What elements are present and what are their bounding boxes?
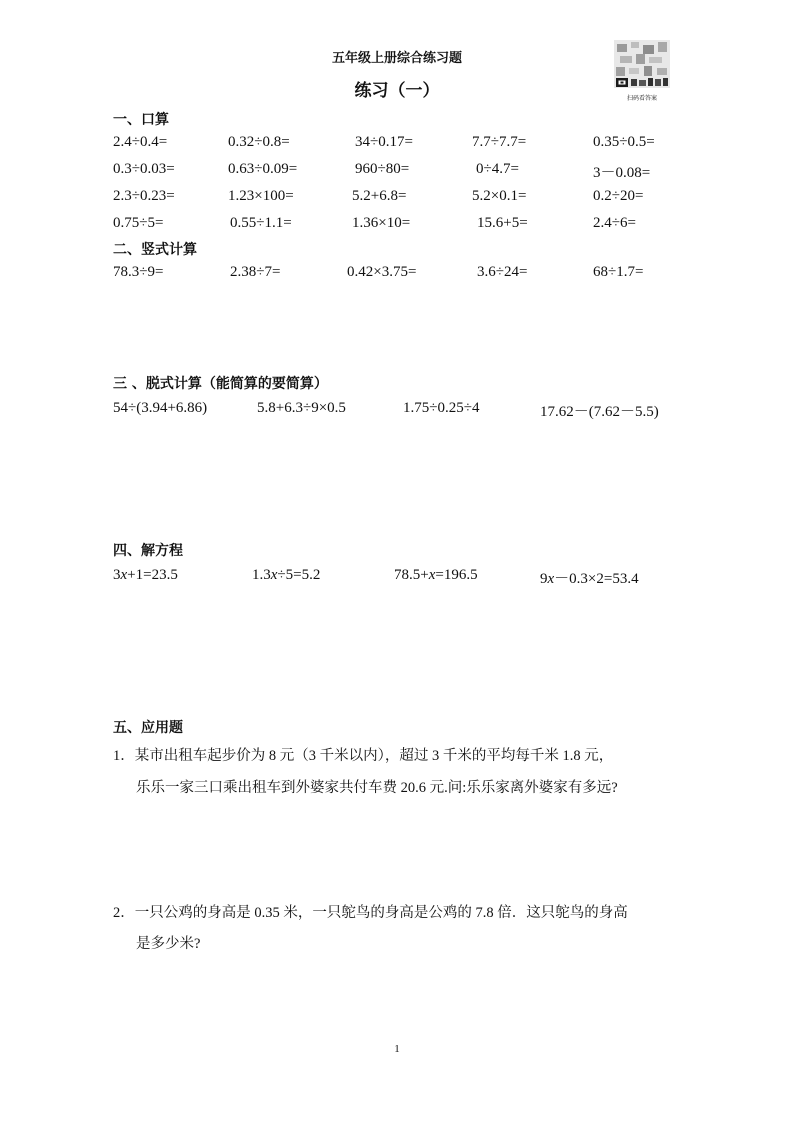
step-calc-item: 54÷(3.94+6.86) [113,400,208,416]
mental-math-item: 0÷4.7= [476,161,519,177]
qr-code-caption: 扫码看答案 [626,95,657,102]
word-problem-2-line-1: 2．一只公鸡的身高是 0.35 米，一只鸵鸟的身高是公鸡的 7.8 倍．这只鸵鸟的身高 [113,905,628,921]
mental-math-item: 2.4÷0.4= [113,134,168,150]
mental-math-item: 3－0.08= [593,165,651,181]
mental-math-item: 0.32÷0.8= [228,134,290,150]
page-number: 1 [394,1043,400,1055]
section-heading-mental-math: 一、口算 [113,112,169,128]
vertical-calc-item: 78.3÷9= [113,264,164,280]
equation-item: 3x+1=23.5 [113,567,178,583]
section-heading-vertical-calc: 二、竖式计算 [113,242,197,258]
mental-math-item: 0.75÷5= [113,215,164,231]
mental-math-item: 15.6+5= [477,215,528,231]
mental-math-item: 0.55÷1.1= [230,215,292,231]
step-calc-item: 5.8+6.3÷9×0.5 [257,400,346,416]
qr-code-icon[interactable] [614,40,670,88]
word-problem-1-line-1: 1．某市出租车起步价为 8 元（3 千米以内），超过 3 千米的平均每千米 1.8 元， [113,748,614,764]
mental-math-item: 0.63÷0.09= [228,161,298,177]
mental-math-item: 0.3÷0.03= [113,161,175,177]
equation-item: 9x－0.3×2=53.4 [540,571,639,587]
word-problem-1-line-2: 乐乐一家三口乘出租车到外婆家共付车费 20.6 元.问:乐乐家离外婆家有多远? [136,780,618,796]
equation-item: 78.5+x=196.5 [394,567,478,583]
mental-math-item: 5.2+6.8= [352,188,407,204]
mental-math-item: 7.7÷7.7= [472,134,527,150]
page-title: 练习（一） [354,81,440,101]
vertical-calc-item: 3.6÷24= [477,264,528,280]
mental-math-item: 2.4÷6= [593,215,636,231]
mental-math-item: 0.35÷0.5= [593,134,655,150]
section-heading-step-calc: 三 、脱式计算（能简算的要简算） [113,376,328,392]
equation-item: 1.3x÷5=5.2 [252,567,321,583]
mental-math-item: 2.3÷0.23= [113,188,175,204]
mental-math-item: 0.2÷20= [593,188,644,204]
vertical-calc-item: 68÷1.7= [593,264,644,280]
word-problem-2-line-2: 是多少米? [136,936,201,952]
vertical-calc-item: 2.38÷7= [230,264,281,280]
mental-math-item: 1.36×10= [352,215,411,231]
step-calc-item: 17.62－(7.62－5.5) [540,404,659,420]
worksheet-subject-title: 五年级上册综合练习题 [331,51,462,66]
mental-math-item: 1.23×100= [228,188,294,204]
section-heading-word-problems: 五、应用题 [113,720,183,736]
section-heading-equations: 四、解方程 [113,543,183,559]
mental-math-item: 960÷80= [355,161,410,177]
step-calc-item: 1.75÷0.25÷4 [403,400,480,416]
mental-math-item: 5.2×0.1= [472,188,527,204]
mental-math-item: 34÷0.17= [355,134,413,150]
vertical-calc-item: 0.42×3.75= [347,264,417,280]
